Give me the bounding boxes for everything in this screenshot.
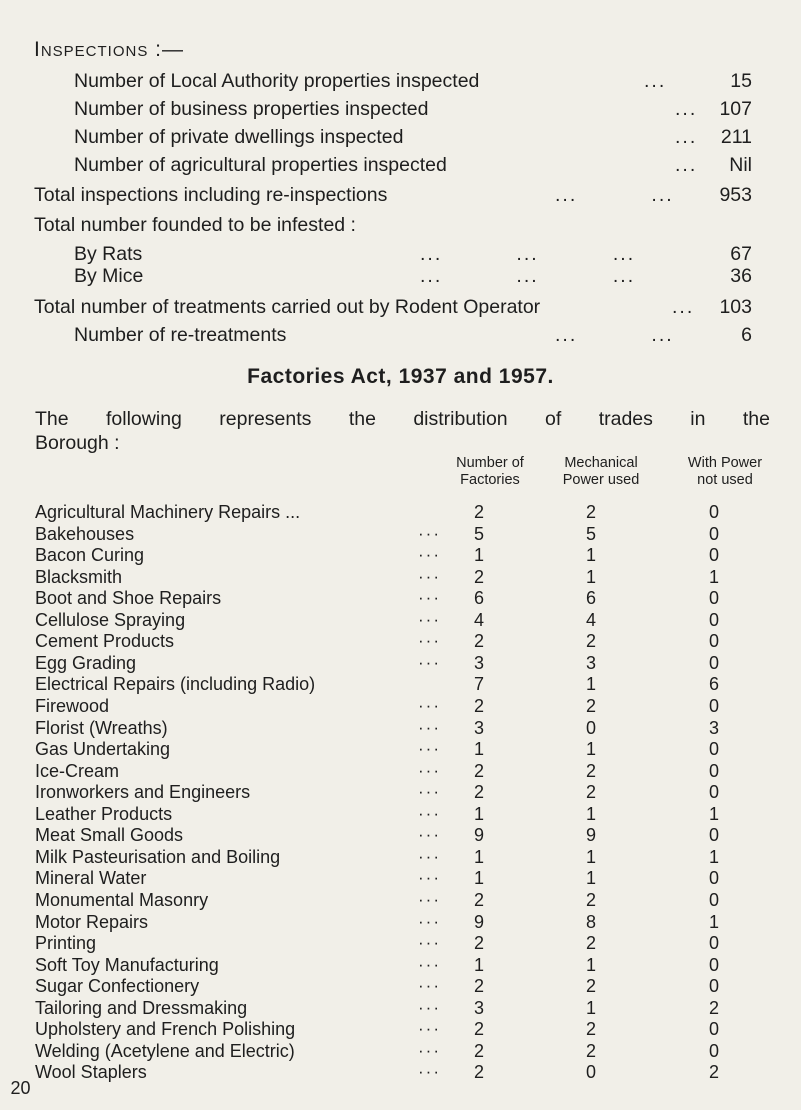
factories-count: 1 xyxy=(473,803,484,824)
without-power-count: 3 xyxy=(708,717,719,738)
factories-count: 2 xyxy=(473,1019,484,1040)
leader-dots: ··· xyxy=(418,609,441,629)
without-power-count: 0 xyxy=(708,523,719,544)
trade-name: Agricultural Machinery Repairs ... xyxy=(35,502,301,522)
trade-name: Upholstery and French Polishing xyxy=(35,1019,296,1040)
mechanical-power-count: 1 xyxy=(585,566,596,587)
leader-dots: ... xyxy=(675,126,698,148)
without-power-count: 0 xyxy=(708,631,719,652)
mechanical-power-count: 1 xyxy=(585,954,596,975)
without-power-count: 0 xyxy=(708,889,719,910)
without-power-count: 0 xyxy=(708,954,719,975)
trade-name: Firewood xyxy=(35,696,110,716)
without-power-count: 0 xyxy=(708,652,719,673)
mechanical-power-count: 1 xyxy=(585,803,596,824)
trade-name: Sugar Confectionery xyxy=(35,976,200,997)
trade-name: Wool Staplers xyxy=(35,1062,147,1083)
leader-dots: ... ... xyxy=(555,184,674,206)
leader-dots: ··· xyxy=(418,652,441,672)
without-power-count: 1 xyxy=(708,846,719,867)
mechanical-power-count: 1 xyxy=(585,674,596,695)
page-number: 20 xyxy=(10,1078,31,1098)
mechanical-power-count: 8 xyxy=(585,911,596,932)
leader-dots: ... ... ... xyxy=(420,243,636,265)
mechanical-power-count: 5 xyxy=(585,523,596,544)
mechanical-power-count: 2 xyxy=(585,696,596,716)
leader-dots: ··· xyxy=(418,997,441,1017)
leader-dots: ··· xyxy=(418,803,441,823)
leader-dots: ··· xyxy=(418,523,441,543)
mechanical-power-count: 2 xyxy=(585,631,596,652)
trade-name: Meat Small Goods xyxy=(35,825,184,846)
trade-name: Leather Products xyxy=(35,803,173,824)
leader-dots: ··· xyxy=(418,954,441,974)
column-header-line: Number of xyxy=(456,455,524,471)
factories-count: 3 xyxy=(473,717,484,738)
column-header-line: Factories xyxy=(460,472,520,488)
factories-count: 2 xyxy=(473,760,484,781)
factories-count: 1 xyxy=(473,868,484,889)
mechanical-power-count: 3 xyxy=(585,652,596,673)
mechanical-power-count: 6 xyxy=(585,588,596,609)
mechanical-power-count: 2 xyxy=(585,502,596,522)
without-power-count: 2 xyxy=(708,1062,719,1083)
factories-count: 1 xyxy=(473,954,484,975)
factories-count: 2 xyxy=(473,933,484,953)
leader-dots: ... ... xyxy=(555,324,674,346)
mechanical-power-count: 4 xyxy=(585,609,596,630)
without-power-count: 0 xyxy=(708,1040,719,1061)
inspection-item-value: 15 xyxy=(730,70,752,92)
trade-name: Gas Undertaking xyxy=(35,739,171,759)
trade-name: Soft Toy Manufacturing xyxy=(35,954,219,975)
inspection-item-label: Number of agricultural properties inspected xyxy=(74,154,447,176)
leader-dots: ... xyxy=(672,296,695,318)
without-power-count: 0 xyxy=(708,739,719,759)
factories-intro-line: Borough : xyxy=(35,432,120,454)
factories-count: 9 xyxy=(473,825,484,846)
factories-count: 2 xyxy=(473,566,484,587)
mechanical-power-count: 9 xyxy=(585,825,596,846)
leader-dots: ··· xyxy=(418,696,441,715)
without-power-count: 0 xyxy=(708,696,719,716)
factories-count: 3 xyxy=(473,997,484,1018)
leader-dots: ... xyxy=(675,98,698,120)
trade-name: Tailoring and Dressmaking xyxy=(35,997,248,1018)
without-power-count: 0 xyxy=(708,825,719,846)
mechanical-power-count: 2 xyxy=(585,1040,596,1061)
without-power-count: 0 xyxy=(708,933,719,953)
leader-dots: ··· xyxy=(418,760,441,780)
factories-count: 2 xyxy=(473,976,484,997)
column-header-line: With Power xyxy=(687,455,763,471)
without-power-count: 0 xyxy=(708,588,719,609)
factories-count: 2 xyxy=(473,782,484,803)
mice-label: By Mice xyxy=(74,265,144,287)
factories-count: 2 xyxy=(473,631,484,652)
infested-label: Total number founded to be infested : xyxy=(34,214,356,236)
leader-dots: ··· xyxy=(418,846,441,866)
leader-dots: ··· xyxy=(418,545,441,565)
column-header-without-power xyxy=(660,455,790,489)
leader-dots: ... xyxy=(675,154,698,176)
factories-count: 4 xyxy=(473,609,484,630)
mechanical-power-count: 2 xyxy=(585,782,596,803)
leader-dots: ··· xyxy=(418,1040,441,1060)
column-header-mechanical xyxy=(546,455,656,489)
leader-dots: ··· xyxy=(418,782,441,802)
without-power-count: 1 xyxy=(708,566,719,587)
leader-dots: ··· xyxy=(418,911,441,931)
rats-label: By Rats xyxy=(74,243,143,265)
column-header-factories xyxy=(435,455,545,489)
mechanical-power-count: 2 xyxy=(585,1019,596,1040)
without-power-count: 2 xyxy=(708,997,719,1018)
column-header-line: Mechanical xyxy=(564,455,638,471)
without-power-count: 0 xyxy=(708,760,719,781)
mechanical-power-count: 2 xyxy=(585,889,596,910)
factories-count: 2 xyxy=(473,502,484,522)
trade-name: Ironworkers and Engineers xyxy=(35,782,251,803)
leader-dots: ··· xyxy=(418,739,441,758)
factories-count: 6 xyxy=(473,588,484,609)
leader-dots: ··· xyxy=(418,1019,441,1039)
factories-count: 9 xyxy=(473,911,484,932)
retreatments-value: 6 xyxy=(741,324,752,346)
factories-count: 2 xyxy=(473,1040,484,1061)
inspection-item-value: 211 xyxy=(720,126,752,148)
factories-count: 2 xyxy=(473,889,484,910)
inspection-item-value: Nil xyxy=(729,154,752,176)
trade-name: Cement Products xyxy=(35,631,175,652)
factories-count: 2 xyxy=(473,696,484,716)
leader-dots: ··· xyxy=(418,1062,441,1082)
leader-dots: ··· xyxy=(418,976,441,996)
inspection-item-label: Number of private dwellings inspected xyxy=(74,126,404,148)
trade-name: Motor Repairs xyxy=(35,911,149,932)
leader-dots: ··· xyxy=(418,566,441,586)
trade-name: Bacon Curing xyxy=(35,545,145,566)
leader-dots: ··· xyxy=(418,825,441,845)
mechanical-power-count: 1 xyxy=(585,545,596,566)
total-inspections-value: 953 xyxy=(719,184,752,206)
factories-count: 5 xyxy=(473,523,484,544)
leader-dots: ... xyxy=(644,70,667,92)
without-power-count: 0 xyxy=(708,868,719,889)
total-inspections-label: Total inspections including re-inspections xyxy=(34,184,388,206)
trade-name: Boot and Shoe Repairs xyxy=(35,588,222,609)
factories-count: 3 xyxy=(473,652,484,673)
factories-count: 1 xyxy=(473,545,484,566)
inspection-item-label: Number of business properties inspected xyxy=(74,98,429,120)
without-power-count: 0 xyxy=(708,782,719,803)
factories-count: 2 xyxy=(473,1062,484,1083)
factories-intro-line: The following represents the distribution of trades in the xyxy=(35,408,770,430)
factories-count: 1 xyxy=(473,739,484,759)
trade-name: Printing xyxy=(35,933,97,953)
factories-count: 7 xyxy=(473,674,484,695)
treatments-label: Total number of treatments carried out by Rodent Operator xyxy=(34,296,541,318)
without-power-count: 0 xyxy=(708,976,719,997)
without-power-count: 6 xyxy=(708,674,719,695)
without-power-count: 0 xyxy=(708,502,719,522)
trade-name: Blacksmith xyxy=(35,566,123,587)
trade-name: Cellulose Spraying xyxy=(35,609,186,630)
mechanical-power-count: 1 xyxy=(585,846,596,867)
treatments-value: 103 xyxy=(719,296,752,318)
mechanical-power-count: 2 xyxy=(585,976,596,997)
leader-dots: ··· xyxy=(418,588,441,608)
mice-value: 36 xyxy=(730,265,752,287)
mechanical-power-count: 2 xyxy=(585,760,596,781)
trade-name: Welding (Acetylene and Electric) xyxy=(35,1040,295,1061)
retreatments-label: Number of re-treatments xyxy=(74,324,287,346)
factories-act-title: Factories Act, 1937 and 1957. xyxy=(247,365,554,388)
inspection-item-value: 107 xyxy=(719,98,752,120)
mechanical-power-count: 1 xyxy=(585,997,596,1018)
trade-name: Milk Pasteurisation and Boiling xyxy=(35,846,281,867)
inspection-item-label: Number of Local Authority properties inspected xyxy=(74,70,480,92)
column-header-line: Power used xyxy=(562,472,640,488)
leader-dots: ··· xyxy=(418,717,441,737)
mechanical-power-count: 1 xyxy=(585,868,596,889)
leader-dots: ··· xyxy=(418,889,441,909)
mechanical-power-count: 0 xyxy=(585,717,596,738)
trade-name: Egg Grading xyxy=(35,652,137,673)
trade-name: Monumental Masonry xyxy=(35,889,209,910)
mechanical-power-count: 1 xyxy=(585,739,596,759)
trade-name: Florist (Wreaths) xyxy=(35,717,168,738)
trade-name: Bakehouses xyxy=(35,523,135,544)
trade-name: Ice-Cream xyxy=(35,760,120,781)
inspections-heading: Inspections :— xyxy=(34,38,185,61)
leader-dots: ··· xyxy=(418,868,441,888)
without-power-count: 0 xyxy=(708,1019,719,1040)
leader-dots: ··· xyxy=(418,631,441,651)
trade-name: Electrical Repairs (including Radio) xyxy=(35,674,316,695)
mechanical-power-count: 2 xyxy=(585,933,596,953)
leader-dots: ··· xyxy=(418,933,441,952)
leader-dots: ... ... ... xyxy=(420,265,636,287)
mechanical-power-count: 0 xyxy=(585,1062,596,1083)
without-power-count: 0 xyxy=(708,545,719,566)
without-power-count: 1 xyxy=(708,803,719,824)
rats-value: 67 xyxy=(730,243,752,265)
trade-name: Mineral Water xyxy=(35,868,147,889)
factories-count: 1 xyxy=(473,846,484,867)
column-header-line: not used xyxy=(697,472,753,488)
without-power-count: 0 xyxy=(708,609,719,630)
without-power-count: 1 xyxy=(708,911,719,932)
